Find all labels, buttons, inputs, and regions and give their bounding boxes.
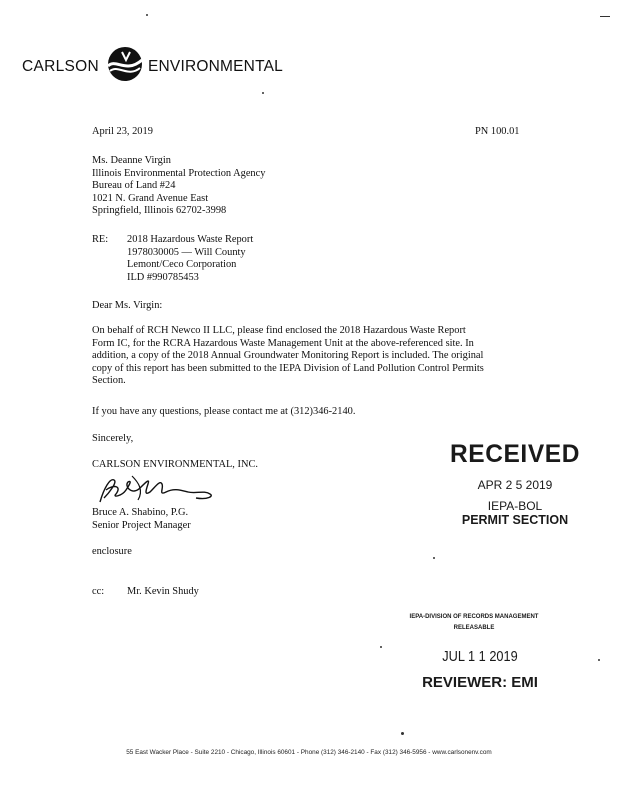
signer-name: Bruce A. Shabino, P.G. — [92, 507, 189, 518]
contact-paragraph: If you have any questions, please contact me at (312)346-2140. — [92, 406, 356, 417]
paragraph-line: addition, a copy of the 2018 Annual Groundwater Monitoring Report is included. The original — [92, 350, 484, 362]
records-stamp-reviewer: REVIEWER: EMI — [422, 674, 538, 691]
paragraph-line: Form IC, for the RCRA Hazardous Waste Management Unit at the above-referenced site. In — [92, 337, 474, 349]
received-stamp-section: PERMIT SECTION — [461, 513, 569, 527]
closing: Sincerely, — [92, 433, 134, 444]
re-subject — [127, 234, 253, 284]
paragraph-line: Section. — [92, 375, 126, 387]
recipient-address — [92, 155, 265, 218]
scan-speck — [146, 14, 148, 16]
re-line: ILD #990785453 — [127, 271, 199, 283]
records-stamp-date: JUL 1 1 2019 — [442, 648, 518, 665]
received-stamp-date: APR 2 5 2019 — [477, 478, 553, 492]
address-line: Illinois Environmental Protection Agency — [92, 167, 266, 179]
re-line: 2018 Hazardous Waste Report — [127, 234, 254, 245]
paragraph-line: copy of this report has been submitted to the IEPA Division of Land Pollution Control Permits — [92, 362, 484, 374]
handwritten-signature — [92, 470, 232, 508]
re-line: 1978030005 — Will County — [127, 246, 246, 258]
re-line: Lemont/Ceco Corporation — [127, 259, 237, 271]
address-line: 1021 N. Grand Avenue East — [92, 192, 209, 204]
scan-speck — [433, 557, 435, 559]
cc-label: cc: — [92, 586, 105, 597]
carlson-logo-icon — [102, 44, 148, 84]
scan-speck — [401, 732, 404, 735]
received-stamp-agency: IEPA-BOL — [487, 499, 543, 513]
re-label: RE: — [92, 234, 109, 245]
address-line: Bureau of Land #24 — [92, 180, 176, 192]
company-name-right: ENVIRONMENTAL — [148, 58, 283, 75]
letter-date: April 23, 2019 — [92, 126, 153, 137]
scan-speck — [598, 659, 600, 661]
project-number: PN 100.01 — [475, 126, 520, 137]
received-stamp-title: RECEIVED — [450, 440, 580, 468]
records-stamp-title: IEPA-DIVISION OF RECORDS MANAGEMENT — [409, 614, 539, 620]
address-line: Ms. Deanne Virgin — [92, 155, 171, 166]
company-name-left: CARLSON — [22, 58, 100, 75]
salutation: Dear Ms. Virgin: — [92, 300, 163, 311]
scan-speck — [262, 92, 264, 94]
paragraph-line: On behalf of RCH Newco II LLC, please find enclosed the 2018 Hazardous Waste Report — [92, 325, 466, 336]
scan-speck — [600, 16, 610, 17]
cc-name: Mr. Kevin Shudy — [127, 586, 199, 597]
company-signature: CARLSON ENVIRONMENTAL, INC. — [92, 459, 258, 470]
body-paragraph — [92, 325, 522, 388]
records-stamp-status: RELEASABLE — [453, 625, 495, 631]
enclosure-note: enclosure — [92, 546, 132, 557]
letterhead — [22, 44, 292, 84]
signer-block — [92, 507, 191, 532]
scan-speck — [380, 646, 382, 648]
signer-title: Senior Project Manager — [92, 519, 191, 531]
address-line: Springfield, Illinois 62702-3998 — [92, 205, 227, 217]
letterhead-footer: 55 East Wacker Place - Suite 2210 - Chicago, Illinois 60601 - Phone (312) 346-2140 - Fax (312) 346-5956 - www.carlsonenv.com — [126, 749, 492, 756]
